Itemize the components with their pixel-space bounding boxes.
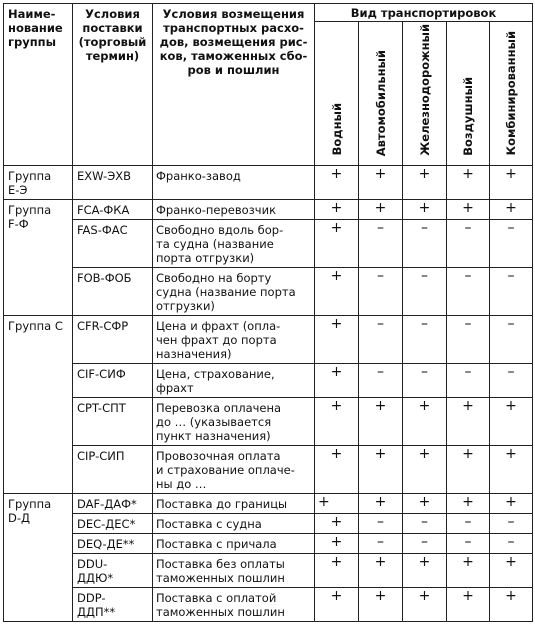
transport-mark: – — [490, 219, 533, 267]
header-mode-label: Автомобильный — [373, 49, 388, 156]
table-body — [4, 165, 533, 621]
trade-term: DAF-ДАФ* — [73, 493, 153, 513]
transport-mark: – — [359, 363, 403, 397]
table-row — [4, 363, 533, 397]
transport-mark: + — [315, 493, 359, 513]
header-mode-road — [359, 22, 403, 166]
transport-mark: + — [403, 445, 447, 493]
transport-mark: + — [403, 553, 447, 587]
group-name: Группа С — [4, 315, 73, 493]
table-row — [4, 533, 533, 553]
table-row — [4, 219, 533, 267]
header-conditions: Условия возмещения транспортных расхо- дов, возмещения рис- ков, таможенных сбо- ров и пошлин — [153, 4, 315, 166]
transport-mark: + — [403, 587, 447, 621]
transport-mark: – — [403, 513, 447, 533]
transport-mark: + — [447, 397, 490, 445]
table-row — [4, 587, 533, 621]
transport-mark: – — [403, 267, 447, 315]
delivery-condition: Поставка с причала — [153, 533, 315, 553]
trade-term: EXW-ЭХВ — [73, 165, 153, 199]
table-row — [4, 267, 533, 315]
transport-mark: + — [490, 397, 533, 445]
transport-mark: – — [447, 513, 490, 533]
trade-term: DDP- ДДП** — [73, 587, 153, 621]
trade-term: DEC-ДЕС* — [73, 513, 153, 533]
table-row — [4, 199, 533, 219]
transport-mark: + — [359, 397, 403, 445]
delivery-condition: Поставка с оплатой таможенных пошлин — [153, 587, 315, 621]
trade-term: FOB-ФОБ — [73, 267, 153, 315]
header-mode-label: Водный — [329, 103, 344, 156]
header-mode-air — [447, 22, 490, 166]
transport-mark: + — [359, 493, 403, 513]
transport-mark: – — [359, 315, 403, 363]
transport-mark: – — [403, 219, 447, 267]
header-mode-label: Воздушный — [461, 77, 475, 156]
transport-mark: + — [315, 513, 359, 533]
transport-mark: – — [359, 267, 403, 315]
trade-term: CPT-СПТ — [73, 397, 153, 445]
transport-mark: – — [490, 363, 533, 397]
delivery-condition: Цена, страхование, фрахт — [153, 363, 315, 397]
table-row — [4, 553, 533, 587]
trade-term: FAS-ФАС — [73, 219, 153, 267]
transport-mark: + — [315, 219, 359, 267]
transport-mark: + — [359, 587, 403, 621]
group-name: Группа D-Д — [4, 493, 73, 621]
transport-mark: + — [490, 493, 533, 513]
trade-term: DDU- ДДЮ* — [73, 553, 153, 587]
transport-mark: + — [490, 165, 533, 199]
transport-mark: + — [315, 533, 359, 553]
transport-mark: + — [447, 493, 490, 513]
transport-mark: + — [403, 493, 447, 513]
transport-mark: + — [403, 397, 447, 445]
delivery-condition: Свободно вдоль бор- та судна (название порта отгрузки) — [153, 219, 315, 267]
transport-mark: – — [490, 513, 533, 533]
transport-mark: + — [315, 445, 359, 493]
transport-mark: + — [315, 267, 359, 315]
header-mode-label: Железнодорожный — [417, 24, 432, 156]
transport-mark: – — [490, 267, 533, 315]
table-row — [4, 165, 533, 199]
delivery-condition: Цена и фрахт (опла- чен фрахт до порта назначения) — [153, 315, 315, 363]
transport-mark: + — [447, 553, 490, 587]
transport-mark: – — [403, 315, 447, 363]
transport-mark: – — [359, 219, 403, 267]
transport-mark: – — [359, 513, 403, 533]
transport-mark: – — [447, 363, 490, 397]
header-mode-label: Комбинированный — [504, 31, 519, 156]
transport-mark: – — [490, 533, 533, 553]
transport-mark: + — [315, 165, 359, 199]
transport-mark: + — [359, 553, 403, 587]
transport-mark: + — [315, 397, 359, 445]
trade-term: FCA-ФКА — [73, 199, 153, 219]
header-terms: Условия поставки (торговый термин) — [73, 4, 153, 166]
delivery-condition: Свободно на борту судна (название порта отгрузки) — [153, 267, 315, 315]
delivery-condition: Провозочная оплата и страхование оплаче- ны до … — [153, 445, 315, 493]
transport-mark: + — [403, 165, 447, 199]
table-row — [4, 445, 533, 493]
transport-mark: + — [447, 445, 490, 493]
transport-mark: – — [359, 533, 403, 553]
transport-mark: + — [359, 445, 403, 493]
transport-mark: + — [490, 587, 533, 621]
table-row — [4, 513, 533, 533]
header-mode-water — [315, 22, 359, 166]
transport-mark: + — [490, 199, 533, 219]
transport-mark: – — [403, 533, 447, 553]
trade-term: DEQ-ДЕ** — [73, 533, 153, 553]
transport-mark: + — [315, 587, 359, 621]
table-row — [4, 315, 533, 363]
header-group-name: Наиме- нование группы — [4, 4, 73, 166]
transport-mark: + — [315, 363, 359, 397]
transport-mark: – — [490, 315, 533, 363]
trade-term: CIP-СИП — [73, 445, 153, 493]
delivery-condition: Перевозка оплачена до … (указывается пункт назначения) — [153, 397, 315, 445]
transport-mark: + — [315, 553, 359, 587]
delivery-condition: Поставка без оплаты таможенных пошлин — [153, 553, 315, 587]
table-row — [4, 397, 533, 445]
header-transport-type: Вид транспортировок — [315, 4, 533, 22]
delivery-condition: Поставка до границы — [153, 493, 315, 513]
transport-mark: – — [447, 533, 490, 553]
transport-mark: + — [403, 199, 447, 219]
header-mode-combined — [490, 22, 533, 166]
transport-mark: + — [447, 165, 490, 199]
transport-mark: + — [490, 553, 533, 587]
delivery-condition: Поставка с судна — [153, 513, 315, 533]
transport-mark: + — [447, 199, 490, 219]
transport-mark: – — [447, 315, 490, 363]
trade-term: CFR-СФР — [73, 315, 153, 363]
transport-mark: – — [447, 267, 490, 315]
header-mode-rail — [403, 22, 447, 166]
table-row — [4, 493, 533, 513]
transport-mark: – — [403, 363, 447, 397]
transport-mark: + — [359, 165, 403, 199]
transport-mark: + — [447, 587, 490, 621]
group-name: Группа Е-Э — [4, 165, 73, 199]
delivery-condition: Франко-перевозчик — [153, 199, 315, 219]
transport-mark: + — [359, 199, 403, 219]
transport-mark: + — [315, 315, 359, 363]
delivery-condition: Франко-завод — [153, 165, 315, 199]
incoterms-table — [3, 3, 533, 622]
transport-mark: + — [490, 445, 533, 493]
transport-mark: – — [447, 219, 490, 267]
group-name: Группа F-Ф — [4, 199, 73, 315]
transport-mark: + — [315, 199, 359, 219]
trade-term: CIF-СИФ — [73, 363, 153, 397]
